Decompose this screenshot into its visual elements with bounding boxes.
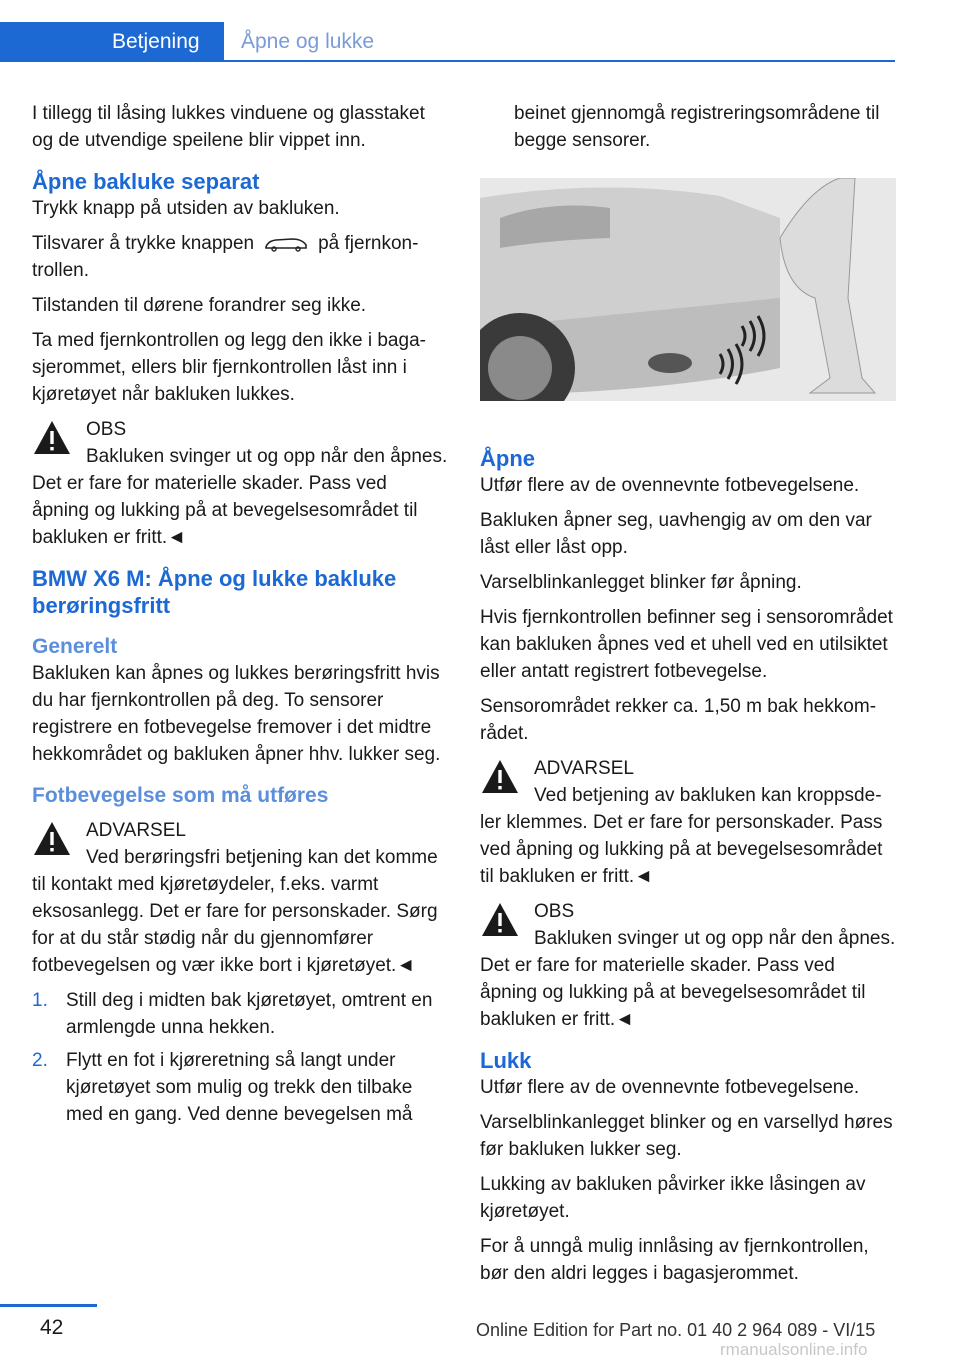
notice-text: Ved berøringsfri betjening kan det komme til kontakt med kjøretøydeler, f.eks. varmt eksosanlegg. Det er fare for personskader. Sørg for at du står stødig når du gjennomfører fotbevegelsen og vær ikke bort i kjøretøyet.◄	[32, 847, 438, 976]
paragraph: Ta med fjernkontrollen og legg den ikke i bagasjerommet, ellers blir fjernkontrollen låst inn i kjøretøyet når bakluken lukkes.	[32, 330, 426, 405]
caution-notice	[480, 898, 896, 1033]
warning-triangle-icon	[480, 900, 520, 940]
heading-open: Åpne	[480, 446, 535, 471]
notice-title: OBS	[86, 419, 127, 440]
paragraph: Sensorområdet rekker ca. 1,50 m bak hekkområdet.	[480, 696, 877, 744]
list-item	[32, 987, 448, 1041]
step-number: 2.	[32, 1050, 48, 1071]
warning-triangle-icon	[32, 819, 72, 859]
paragraph: Trykk knapp på utsiden av bakluken.	[32, 198, 340, 219]
step-text: Still deg i midten bak kjøretøyet, omtrent en armlengde unna hekken.	[66, 990, 433, 1038]
heading-close: Lukk	[480, 1048, 532, 1073]
caution-notice	[32, 416, 448, 551]
paragraph: Varselblinkanlegget blinker før åpning.	[480, 572, 802, 593]
notice-title: OBS	[534, 901, 575, 922]
notice-text: Ved betjening av bakluken kan kroppsdeler klemmes. Det er fare for personskader. Pass ved åpning og lukking på at bevegelsesområdet til bakluken er fritt.◄	[480, 785, 883, 887]
header-rule	[224, 60, 895, 62]
notice-text: Bakluken svinger ut og opp når den åpnes. Det er fare for materielle skader. Pass ved åpning og lukking på at bevegelsesområdet til bakluken er fritt.◄	[480, 928, 896, 1030]
paragraph: Utfør flere av de ovennevnte fotbevegelsene.	[480, 1077, 860, 1098]
notice-title: ADVARSEL	[534, 758, 634, 779]
intro-paragraph: I tillegg til låsing lukkes vinduene og glasstaket og de utvendige speilene blir vippet inn.	[32, 103, 425, 151]
paragraph: Hvis fjernkontrollen befinner seg i sensorområdet kan bakluken åpnes ved et uhell ved en utilsiktet eller antatt registrert fotbevegelse.	[480, 607, 893, 682]
paragraph: Lukking av bakluken påvirker ikke låsingen av kjøretøyet.	[480, 1174, 866, 1222]
paragraph-remote-button: Tilsvarer å trykke knappen på fjernkontrollen.	[32, 233, 419, 281]
warning-notice	[32, 817, 448, 979]
page-header	[0, 0, 895, 62]
car-tailgate-icon	[264, 236, 308, 252]
edition-note: Online Edition for Part no. 01 40 2 964 089 - VI/15	[476, 1320, 876, 1340]
step-text: Flytt en fot i kjøreretning så langt under kjøretøyet som mulig og trekk den tilbake med en gang. Ved denne bevegelsen må	[66, 1050, 413, 1125]
heading-open-tailgate-separately: Åpne bakluke separat	[32, 169, 260, 194]
paragraph: Varselblinkanlegget blinker og en varsellyd høres før bakluken lukker seg.	[480, 1112, 893, 1160]
notice-title: ADVARSEL	[86, 820, 186, 841]
paragraph: For å unngå mulig innlåsing av fjernkontrollen, bør den aldri legges i bagasjerommet.	[480, 1236, 869, 1284]
footer-rule	[0, 1304, 97, 1307]
page-number: 42	[40, 1316, 64, 1339]
step-number: 1.	[32, 990, 48, 1011]
list-item	[32, 1047, 448, 1128]
watermark: rmanualsonline.info	[720, 1340, 868, 1359]
left-column	[32, 100, 448, 1136]
paragraph: Bakluken kan åpnes og lukkes berøringsfritt hvis du har fjernkontrollen på deg. To sensorer registrere en fotbevegelse fremover i det midtre hekkområdet og bakluken åpner hhv. lukker seg.	[32, 663, 441, 765]
right-column	[480, 100, 896, 1295]
warning-triangle-icon	[32, 418, 72, 458]
section-tab: Betjening	[0, 22, 224, 62]
subsection-tab: Åpne og lukke	[241, 30, 375, 53]
heading-general: Generelt	[32, 635, 118, 658]
paragraph: Tilstanden til dørene forandrer seg ikke.	[32, 295, 367, 316]
heading-x6m-handsfree: BMW X6 M: Åpne og lukke bakluke berøringsfritt	[32, 566, 397, 618]
continued-paragraph: beinet gjennomgå registreringsområdene til begge sensorer.	[514, 103, 880, 151]
warning-triangle-icon	[480, 757, 520, 797]
heading-foot-movement: Fotbevegelse som må utføres	[32, 784, 329, 807]
steps-list	[32, 987, 448, 1128]
paragraph: Bakluken åpner seg, uavhengig av om den var låst eller låst opp.	[480, 510, 872, 558]
paragraph: Utfør flere av de ovennevnte fotbevegelsene.	[480, 475, 860, 496]
tailgate-sensor-illustration	[480, 178, 896, 401]
warning-notice	[480, 755, 896, 890]
notice-text: Bakluken svinger ut og opp når den åpnes. Det er fare for materielle skader. Pass ved åpning og lukking på at bevegelsesområdet til bakluken er fritt.◄	[32, 446, 448, 548]
